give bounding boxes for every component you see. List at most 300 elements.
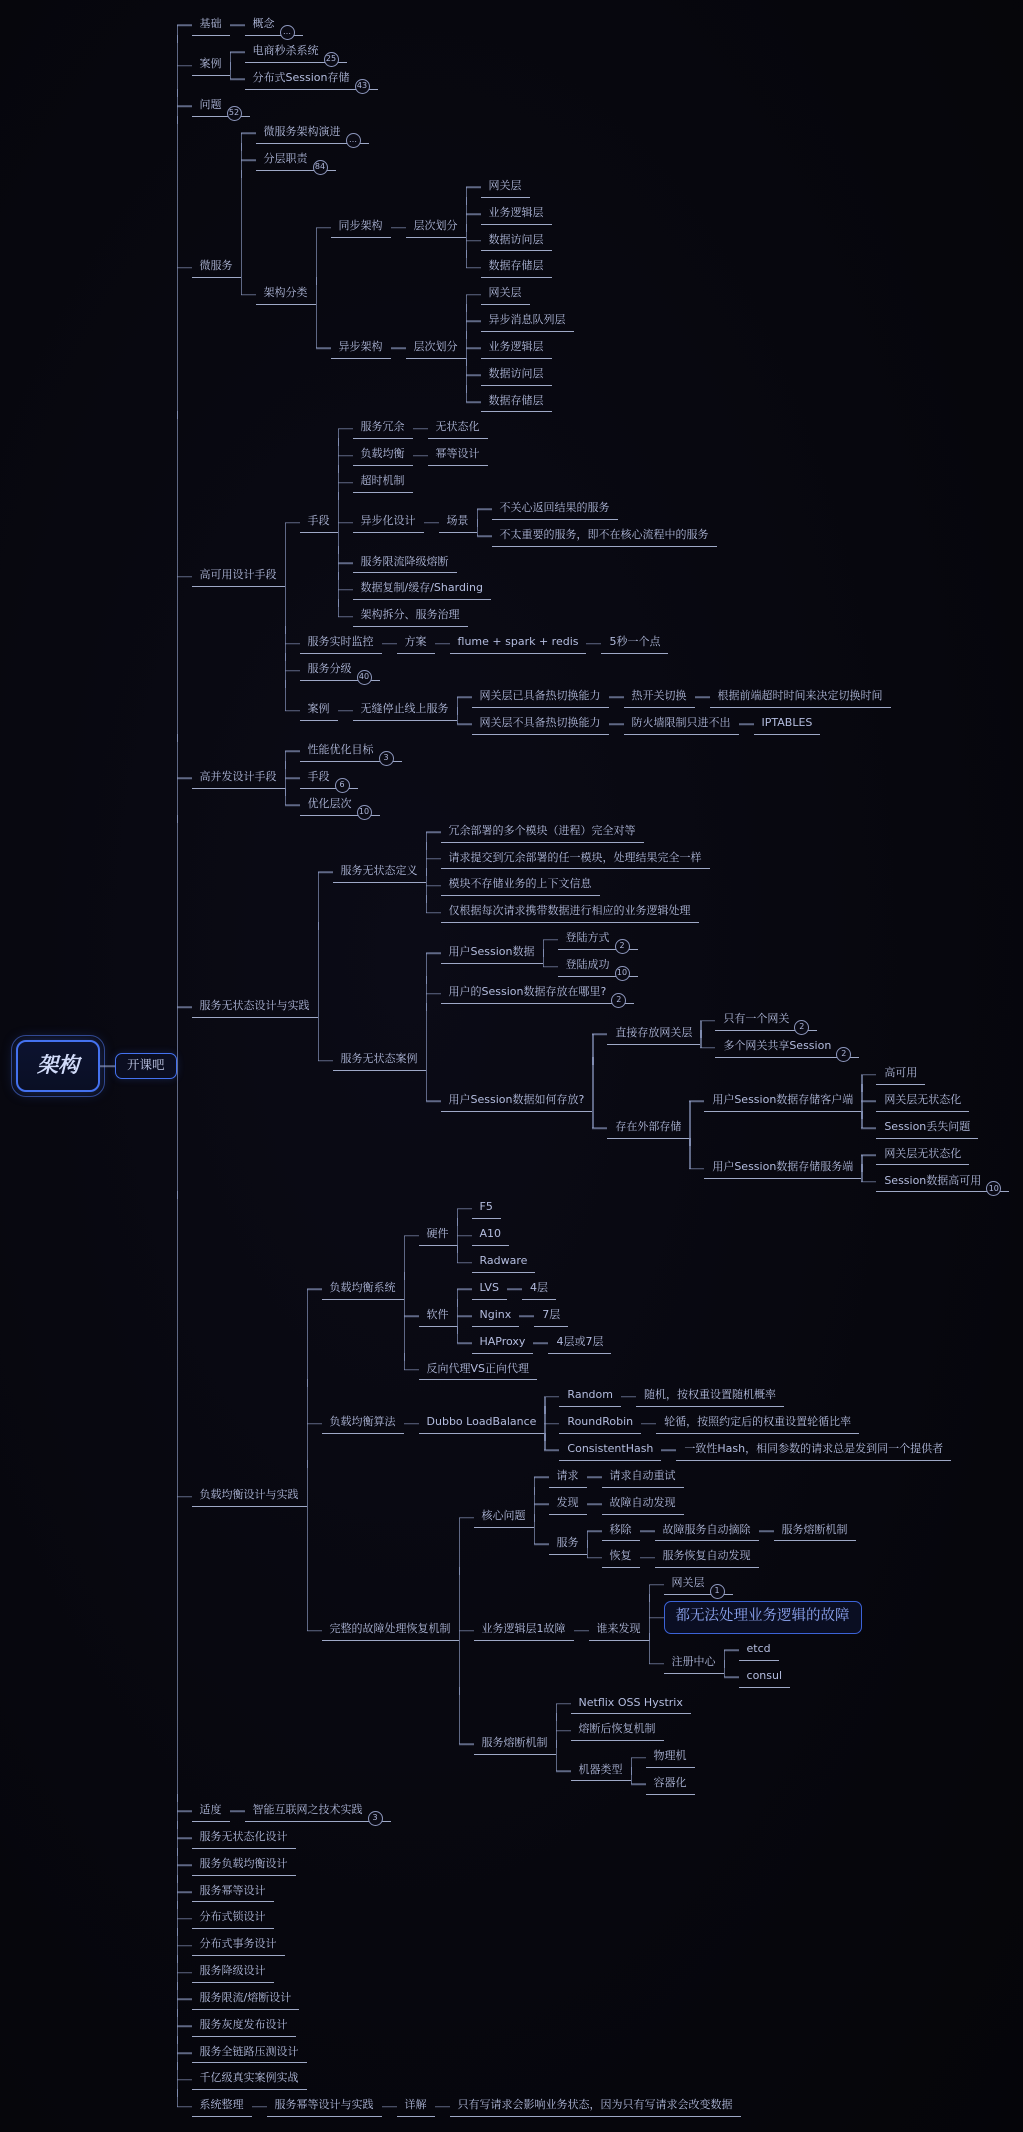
node-label[interactable] [353, 606, 468, 627]
mindmap-node [353, 499, 717, 547]
mindmap-node [441, 875, 710, 896]
mindmap-node [481, 311, 574, 332]
node-label[interactable] [655, 1521, 759, 1542]
mindmap-node [664, 1640, 862, 1688]
mindmap-node [602, 1494, 684, 1515]
count-badge[interactable]: 6 [335, 778, 350, 793]
node-label[interactable] [549, 1494, 587, 1515]
mindmap-node [441, 983, 1010, 1004]
node-text: 用户Session数据 [448, 944, 535, 958]
node-label[interactable] [300, 768, 358, 789]
mindmap-node [549, 1467, 856, 1488]
node-text: 网关层 [488, 286, 522, 300]
node-label[interactable] [406, 217, 466, 238]
node-text: 性能优化目标 [307, 742, 374, 756]
node-text: 异步化设计 [360, 514, 416, 528]
children-group [404, 1198, 612, 1380]
node-label[interactable] [664, 1653, 724, 1674]
node-label[interactable] [192, 257, 241, 278]
node-label[interactable] [704, 1091, 861, 1112]
node-label[interactable] [474, 1734, 556, 1755]
children-group [640, 1521, 856, 1542]
node-label[interactable] [333, 862, 426, 883]
node-label[interactable] [481, 338, 552, 359]
node-label[interactable] [472, 1198, 501, 1219]
node-text: 反向代理VS正向代理 [426, 1361, 530, 1375]
node-label[interactable] [589, 1620, 649, 1641]
node-label[interactable] [353, 579, 491, 600]
node-label[interactable] [441, 983, 635, 1004]
node-label[interactable] [601, 633, 668, 654]
node-label[interactable] [876, 1118, 978, 1139]
children-group [459, 1467, 862, 1795]
mindmap-node [481, 257, 552, 278]
node-text: 模块不存储业务的上下文信息 [448, 877, 592, 891]
mindmap-node [192, 96, 1010, 117]
mindmap-node [428, 445, 488, 466]
node-label[interactable] [571, 1694, 691, 1715]
node-text: flume + spark + redis [457, 635, 579, 649]
node-label[interactable] [450, 2096, 741, 2117]
node-label[interactable] [876, 1064, 925, 1085]
count-badge[interactable]: 10 [986, 1181, 1001, 1196]
node-text: HAProxy [479, 1334, 526, 1348]
node-label[interactable] [646, 1747, 695, 1768]
mindmap-node [481, 204, 552, 225]
node-label[interactable] [481, 204, 552, 225]
children-group [338, 687, 891, 735]
node-label[interactable] [322, 1620, 459, 1641]
children-group [338, 418, 717, 627]
children-group [586, 633, 668, 654]
node-label[interactable] [256, 284, 316, 305]
mindmap-node [441, 1010, 1010, 1192]
count-badge[interactable]: … [346, 133, 361, 148]
node-label[interactable] [441, 875, 600, 896]
children-group [413, 418, 488, 439]
node-label[interactable] [300, 512, 338, 533]
node-label[interactable] [664, 1574, 733, 1595]
node-label[interactable] [876, 1171, 1009, 1192]
node-label[interactable] [739, 1667, 791, 1688]
node-label[interactable] [322, 1413, 404, 1434]
mindmap-node [331, 284, 574, 412]
node-label[interactable] [602, 1521, 640, 1542]
count-badge[interactable]: 40 [357, 670, 372, 685]
mindmap-node [549, 1521, 856, 1569]
count-badge[interactable]: 43 [355, 79, 370, 94]
node-label[interactable] [472, 1252, 536, 1273]
node-label[interactable] [472, 687, 609, 708]
children-group [533, 1333, 611, 1354]
mindmap-node [655, 1521, 856, 1542]
mindmap-node [192, 15, 1010, 36]
mindmap-node [481, 365, 574, 386]
count-badge[interactable]: 3 [368, 1811, 383, 1826]
node-text: LVS [479, 1280, 499, 1294]
node-text: 4层 [529, 1280, 548, 1294]
node-label[interactable] [481, 177, 530, 198]
node-text: 负载均衡设计与实践 [199, 1488, 299, 1502]
node-label[interactable] [472, 714, 609, 735]
children-group [640, 1547, 759, 1568]
node-text: 请求提交到冗余部署的任一模块，处理结果完全一样 [448, 850, 702, 864]
mindmap-node [522, 1279, 556, 1300]
node-label[interactable] [754, 714, 821, 735]
node-text: 分布式事务设计 [199, 1937, 277, 1951]
node-label[interactable] [331, 338, 391, 359]
node-text: 案例 [307, 702, 330, 716]
node-label[interactable] [16, 1040, 100, 1091]
node-label[interactable] [406, 338, 466, 359]
node-label[interactable] [428, 445, 488, 466]
mindmap-node [549, 1494, 856, 1515]
node-text: 硬件 [426, 1227, 449, 1241]
node-text: 分布式Session存储 [252, 70, 350, 84]
node-label[interactable] [571, 1720, 664, 1741]
count-badge[interactable]: 25 [324, 52, 339, 67]
node-label[interactable] [607, 1024, 700, 1045]
node-label[interactable] [300, 700, 338, 721]
mindmap-node [192, 1962, 1010, 1983]
mindmap-node [192, 1801, 1010, 1822]
mindmap-node [548, 1333, 611, 1354]
children-group [435, 633, 669, 654]
mindmap-node [331, 177, 574, 278]
mindmap-node [876, 1091, 978, 1112]
children-group [318, 822, 1010, 1193]
node-text: 随机，按权重设置随机概率 [643, 1388, 776, 1402]
mindmap-node [876, 1118, 978, 1139]
node-label[interactable] [656, 1413, 859, 1434]
mindmap-node [419, 1360, 612, 1381]
node-label[interactable] [353, 472, 413, 493]
mindmap-node [192, 822, 1010, 1193]
children-group [285, 418, 891, 734]
children-group [534, 1467, 856, 1568]
mindmap-node [601, 633, 668, 654]
node-text: 架构 [37, 1053, 79, 1078]
mindmap-node [472, 1306, 612, 1327]
count-badge[interactable]: 84 [313, 160, 328, 175]
node-text: Random [567, 1388, 613, 1402]
node-label[interactable] [353, 700, 457, 721]
node-label[interactable] [441, 1091, 593, 1112]
mindmap-node [607, 1064, 1009, 1192]
node-label[interactable] [715, 1010, 817, 1031]
count-badge[interactable]: 10 [615, 966, 630, 981]
node-text: 服务负载均衡设计 [199, 1856, 288, 1870]
children-group [391, 284, 574, 412]
mindmap-node [559, 1413, 951, 1434]
node-text: 无缝停止线上服务 [360, 702, 449, 716]
mindmap-node [300, 633, 891, 654]
node-text: 异步消息队列层 [488, 313, 566, 327]
node-text: 防火墙限制只进不出 [631, 715, 731, 729]
node-label[interactable] [472, 1225, 510, 1246]
node-label[interactable] [439, 512, 477, 533]
node-text: Session数据高可用 [884, 1173, 982, 1187]
node-text: 服务冗余 [360, 420, 405, 434]
count-badge[interactable]: 3 [379, 751, 394, 766]
count-badge[interactable]: 2 [794, 1020, 809, 1035]
node-text: 业务逻辑层1故障 [481, 1622, 566, 1636]
node-label[interactable] [559, 1413, 641, 1434]
mindmap-node [481, 284, 574, 305]
node-label[interactable] [333, 1050, 426, 1071]
node-label[interactable] [474, 1620, 574, 1641]
node-label[interactable] [739, 1640, 779, 1661]
mindmap-node [602, 1467, 684, 1488]
mindmap-node [353, 418, 717, 439]
node-label[interactable] [192, 566, 285, 587]
node-label[interactable] [419, 1225, 457, 1246]
node-text: 微服务 [199, 259, 233, 273]
mindmap-node [333, 929, 1010, 1192]
mindmap-node [192, 1882, 1010, 1903]
node-label[interactable] [441, 822, 644, 843]
mindmap-node [472, 714, 891, 735]
node-label[interactable] [192, 2016, 296, 2037]
children-group [466, 284, 574, 412]
node-label[interactable] [245, 69, 378, 90]
node-label[interactable] [192, 1855, 296, 1876]
node-label[interactable] [192, 997, 318, 1018]
node-text: 恢复 [609, 1549, 632, 1563]
node-label[interactable] [534, 1306, 568, 1327]
node-label[interactable] [774, 1521, 856, 1542]
mindmap-node [353, 579, 717, 600]
mindmap-node [655, 1547, 759, 1568]
node-label[interactable] [710, 687, 891, 708]
node-label[interactable] [664, 1601, 862, 1634]
node-label[interactable] [481, 231, 552, 252]
children-group [424, 499, 717, 547]
node-label[interactable] [481, 257, 552, 278]
node-label[interactable] [549, 1467, 587, 1488]
count-badge[interactable]: 2 [615, 939, 630, 954]
node-label[interactable] [472, 1306, 520, 1327]
node-label[interactable] [549, 1534, 587, 1555]
node-label[interactable] [192, 96, 250, 117]
node-label[interactable] [245, 42, 347, 63]
node-label[interactable] [192, 1801, 230, 1822]
node-label[interactable] [397, 2096, 435, 2117]
node-label[interactable] [353, 418, 413, 439]
node-label[interactable] [192, 1486, 307, 1507]
node-label[interactable] [267, 2096, 382, 2117]
children-group [435, 2096, 741, 2117]
node-label[interactable] [441, 902, 699, 923]
count-badge[interactable]: 2 [611, 993, 626, 1008]
node-label[interactable] [192, 1908, 274, 1929]
node-label[interactable] [245, 1801, 391, 1822]
node-text: 服务限流降级熔断 [360, 554, 449, 568]
children-group [100, 15, 1009, 2117]
node-text: 数据存储层 [488, 393, 544, 407]
node-text: 基础 [199, 16, 222, 30]
node-text: 数据访问层 [488, 366, 544, 380]
mindmap-node [406, 284, 574, 412]
mindmap-node [439, 499, 717, 547]
node-text: Dubbo LoadBalance [426, 1415, 537, 1429]
mindmap-node [353, 687, 891, 735]
node-label[interactable] [192, 2096, 252, 2117]
node-label[interactable] [428, 418, 488, 439]
node-label[interactable] [558, 929, 638, 950]
node-text: 服务灰度发布设计 [199, 2017, 288, 2031]
node-text: 服务限流/熔断设计 [199, 1990, 292, 2004]
mindmap-node [192, 1908, 1010, 1929]
node-label[interactable] [624, 687, 695, 708]
node-label[interactable] [607, 1118, 689, 1139]
mindmap-node [739, 1667, 791, 1688]
node-label[interactable] [472, 1279, 507, 1300]
node-text: Radware [479, 1254, 528, 1268]
children-group [426, 929, 1010, 1192]
node-label[interactable] [353, 512, 424, 533]
node-label[interactable] [419, 1413, 545, 1434]
node-label[interactable] [192, 1828, 296, 1849]
node-label[interactable] [353, 445, 413, 466]
node-label[interactable] [192, 2069, 307, 2090]
node-label[interactable] [676, 1440, 951, 1461]
node-label[interactable] [192, 768, 285, 789]
node-label[interactable] [559, 1386, 621, 1407]
node-label[interactable] [636, 1386, 784, 1407]
node-label[interactable] [481, 365, 552, 386]
count-badge[interactable]: 52 [227, 106, 242, 121]
node-label[interactable] [192, 55, 230, 76]
node-label[interactable] [558, 956, 638, 977]
node-label[interactable] [571, 1761, 631, 1782]
children-group [307, 1198, 952, 1794]
node-label[interactable] [450, 633, 587, 654]
node-label[interactable] [481, 392, 552, 413]
node-label[interactable] [704, 1158, 861, 1179]
children-group [177, 15, 1010, 2117]
node-text: 层次划分 [413, 219, 458, 233]
node-text: 一致性Hash，相同参数的请求总是发到同一个提供者 [684, 1442, 944, 1456]
node-label[interactable] [548, 1333, 611, 1354]
node-label[interactable] [492, 499, 618, 520]
node-label[interactable] [522, 1279, 556, 1300]
node-label[interactable] [481, 284, 530, 305]
node-label[interactable] [192, 1989, 300, 2010]
node-label[interactable] [655, 1547, 759, 1568]
node-text: 同步架构 [338, 219, 383, 233]
node-label[interactable] [481, 311, 574, 332]
children-group [230, 15, 303, 36]
node-label[interactable] [192, 1882, 274, 1903]
count-badge[interactable]: … [280, 25, 295, 40]
node-text: 案例 [199, 57, 222, 71]
count-badge[interactable]: 10 [357, 805, 372, 820]
mindmap-node [472, 1279, 612, 1300]
node-label[interactable] [192, 2043, 307, 2064]
node-label[interactable] [192, 15, 230, 36]
node-text: 服务实时监控 [307, 635, 374, 649]
node-label[interactable] [322, 1279, 404, 1300]
node-label[interactable] [419, 1360, 538, 1381]
node-label[interactable] [472, 1333, 534, 1354]
node-label[interactable] [646, 1774, 695, 1795]
mindmap-node [267, 2096, 741, 2117]
node-text: 高并发设计手段 [199, 769, 277, 783]
node-text: 数据复制/缓存/Sharding [360, 581, 483, 595]
mindmap-canvas[interactable] [16, 0, 1009, 2132]
node-label[interactable] [300, 741, 402, 762]
node-label[interactable] [559, 1440, 661, 1461]
node-label[interactable] [492, 526, 717, 547]
node-label[interactable] [115, 1053, 177, 1079]
mindmap-node [353, 606, 717, 627]
node-text: 开课吧 [127, 1057, 165, 1073]
count-badge[interactable]: 1 [710, 1584, 725, 1599]
mindmap-node [192, 2043, 1010, 2064]
node-text: 网关层无状态化 [884, 1146, 962, 1160]
node-text: 无状态化 [435, 420, 480, 434]
node-text: RoundRobin [567, 1415, 634, 1429]
node-label[interactable] [300, 633, 382, 654]
node-label[interactable] [876, 1145, 969, 1166]
node-label[interactable] [331, 217, 391, 238]
node-label[interactable] [353, 553, 457, 574]
node-text: 请求自动重试 [609, 1468, 676, 1482]
node-text: 架构分类 [263, 286, 308, 300]
node-text: 故障服务自动摘除 [662, 1522, 751, 1536]
node-text: 移除 [609, 1522, 632, 1536]
children-group [759, 1521, 856, 1542]
children-group [661, 1440, 951, 1461]
node-text: 服务幂等设计 [199, 1883, 266, 1897]
node-label[interactable] [876, 1091, 969, 1112]
children-group [649, 1574, 862, 1687]
node-text: 用户Session数据如何存放? [448, 1092, 585, 1106]
node-text: 场景 [446, 514, 469, 528]
node-label[interactable] [474, 1507, 534, 1528]
node-label[interactable] [300, 795, 380, 816]
count-badge[interactable]: 2 [836, 1047, 851, 1062]
children-group [695, 687, 891, 708]
node-label[interactable] [192, 1962, 274, 1983]
node-label[interactable] [715, 1037, 859, 1058]
node-label[interactable] [397, 633, 435, 654]
mindmap-node [481, 338, 574, 359]
node-label[interactable] [256, 150, 336, 171]
node-label[interactable] [256, 123, 369, 144]
node-label[interactable] [602, 1494, 684, 1515]
node-label[interactable] [441, 849, 710, 870]
mindmap-node [472, 1333, 612, 1354]
node-text: 用户Session数据存储客户端 [712, 1092, 854, 1106]
mindmap-node [406, 177, 552, 278]
node-label[interactable] [192, 1935, 285, 1956]
node-label[interactable] [245, 15, 303, 36]
node-text: 电商秒杀系统 [252, 43, 319, 57]
node-label[interactable] [300, 660, 380, 681]
mindmap-node [646, 1774, 695, 1795]
mindmap-node [441, 822, 710, 843]
node-text: 登陆方式 [565, 931, 610, 945]
node-label[interactable] [624, 714, 739, 735]
node-label[interactable] [441, 943, 543, 964]
node-label[interactable] [602, 1547, 640, 1568]
node-text: 手段 [307, 769, 330, 783]
node-label[interactable] [419, 1306, 457, 1327]
node-text: 服务熔断机制 [781, 1522, 848, 1536]
node-label[interactable] [602, 1467, 684, 1488]
